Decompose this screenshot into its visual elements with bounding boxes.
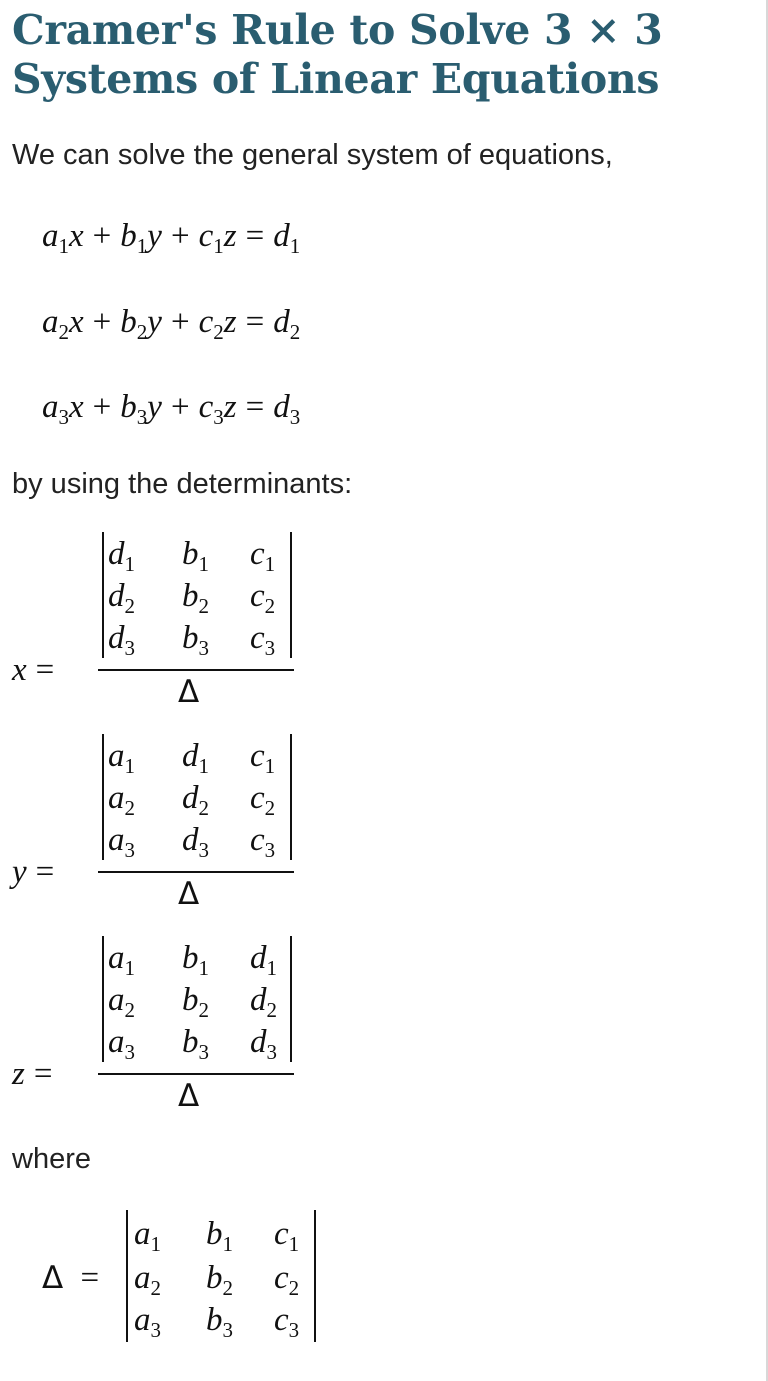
numerator-entry-subscript: 1 <box>198 956 209 980</box>
numerator-entry-letter: d <box>108 620 125 656</box>
numerator-entry <box>182 982 209 1022</box>
fraction-lhs <box>12 650 63 690</box>
numerator-cell <box>182 1022 209 1062</box>
coef-c <box>198 389 224 429</box>
numerator-entry-subscript: 2 <box>266 998 277 1022</box>
coef-c <box>198 218 224 258</box>
const-d <box>273 218 301 258</box>
numerator-entry <box>108 536 135 576</box>
coef-b-letter: b <box>120 218 137 254</box>
numerator-entry-letter: d <box>182 822 199 858</box>
numerator-cell <box>108 576 135 616</box>
numerator-cell <box>250 938 277 978</box>
delta-matrix-entry-letter: c <box>274 1260 289 1296</box>
numerator-determinant <box>102 936 292 1062</box>
numerator-entry-letter: d <box>182 780 199 816</box>
numerator-determinant <box>102 734 292 860</box>
numerator-cell <box>182 576 209 616</box>
numerator-entry <box>108 738 135 778</box>
numerator-cell <box>250 534 275 574</box>
numerator-entry <box>250 738 276 778</box>
delta-matrix-entry <box>274 1260 300 1300</box>
numerator-cell <box>250 778 275 818</box>
coef-c-subscript: 3 <box>213 405 224 429</box>
delta-matrix-cell <box>274 1258 299 1298</box>
numerator-entry <box>250 578 276 618</box>
numerator-entry-letter: b <box>182 578 199 614</box>
coef-c-subscript: 2 <box>213 320 224 344</box>
numerator-entry-letter: c <box>250 578 265 614</box>
numerator-entry-subscript: 2 <box>124 594 135 618</box>
numerator-entry <box>250 536 276 576</box>
plus-sign: + <box>92 304 112 340</box>
equation-row-1 <box>42 216 300 256</box>
delta-matrix-cell <box>206 1258 233 1298</box>
const-d-subscript: 1 <box>289 234 301 258</box>
numerator-entry <box>108 940 135 980</box>
numerator-entry-subscript: 3 <box>124 1040 135 1064</box>
delta-matrix-entry-letter: a <box>134 1302 151 1338</box>
numerator-entry-letter: a <box>108 822 125 858</box>
equals-sign: = <box>245 389 265 425</box>
page-title-line-2: Systems of Linear Equations <box>12 55 660 103</box>
delta-matrix-entry-subscript: 2 <box>222 1276 233 1300</box>
const-d <box>273 304 301 344</box>
delta-matrix-entry <box>134 1260 161 1300</box>
determinants-paragraph: by using the determinants: <box>12 468 353 500</box>
coef-a-subscript: 3 <box>58 405 69 429</box>
equation-row-2 <box>42 302 300 342</box>
numerator-entry-letter: c <box>250 536 265 572</box>
coef-b <box>120 218 148 258</box>
numerator-entry-letter: d <box>182 738 199 774</box>
numerator-entry <box>182 1024 209 1064</box>
numerator-entry-letter: c <box>250 822 265 858</box>
numerator-entry-subscript: 1 <box>198 754 209 778</box>
coef-c-subscript: 1 <box>213 234 224 258</box>
equals-sign: = <box>35 854 55 890</box>
coef-b <box>120 389 148 429</box>
numerator-entry-subscript: 1 <box>266 956 277 980</box>
coef-c <box>198 304 224 344</box>
numerator-cell <box>108 736 135 776</box>
coef-a-letter: a <box>42 389 59 425</box>
const-d-letter: d <box>273 389 290 425</box>
numerator-entry-letter: a <box>108 780 125 816</box>
numerator-cell <box>108 534 135 574</box>
delta-matrix-cell <box>134 1258 161 1298</box>
numerator-cell <box>250 576 275 616</box>
numerator-entry-subscript: 3 <box>266 1040 277 1064</box>
numerator-entry-letter: a <box>108 738 125 774</box>
numerator-entry-letter: b <box>182 620 199 656</box>
var-x: x <box>69 389 84 425</box>
numerator-cell <box>108 1022 135 1062</box>
plus-sign: + <box>170 389 190 425</box>
fraction-bar <box>98 871 294 873</box>
delta-matrix-cell <box>274 1300 299 1340</box>
delta-matrix-entry <box>206 1216 233 1256</box>
const-d <box>273 389 301 429</box>
delta-matrix-cell <box>274 1214 299 1254</box>
equals-sign: = <box>80 1260 100 1296</box>
delta-matrix-entry <box>206 1302 233 1342</box>
var-z: z <box>223 218 237 254</box>
cramer-fraction-y <box>12 734 332 914</box>
delta-matrix-entry <box>274 1216 300 1256</box>
numerator-cell <box>182 820 209 860</box>
coef-a <box>42 304 69 344</box>
plus-sign: + <box>170 304 190 340</box>
numerator-entry <box>182 780 209 820</box>
numerator-entry <box>250 940 277 980</box>
delta-matrix-entry-subscript: 1 <box>222 1232 233 1256</box>
page-title <box>12 6 752 104</box>
delta-matrix-entry-letter: b <box>206 1216 223 1252</box>
coef-b-subscript: 3 <box>136 405 148 429</box>
delta-matrix-cell <box>134 1214 161 1254</box>
plus-sign: + <box>92 389 112 425</box>
numerator-entry-subscript: 2 <box>124 998 135 1022</box>
fraction-bar <box>98 669 294 671</box>
numerator-entry-subscript: 3 <box>124 838 135 862</box>
numerator-entry-subscript: 1 <box>264 552 276 576</box>
delta-matrix-entry-letter: b <box>206 1302 223 1338</box>
var-z: z <box>223 304 237 340</box>
var-y: y <box>147 304 162 340</box>
delta-matrix-cell <box>206 1300 233 1340</box>
delta-matrix-entry-letter: a <box>134 1216 151 1252</box>
numerator-entry-letter: d <box>250 1024 267 1060</box>
numerator-cell <box>182 736 209 776</box>
numerator-entry <box>182 620 209 660</box>
numerator-entry <box>250 982 277 1022</box>
numerator-entry-letter: c <box>250 780 265 816</box>
denominator-delta: Δ <box>178 674 200 710</box>
delta-matrix-entry-subscript: 2 <box>288 1276 300 1300</box>
numerator-entry <box>108 578 135 618</box>
numerator-entry <box>108 780 135 820</box>
coef-a <box>42 218 69 258</box>
coef-c-letter: c <box>198 389 214 425</box>
delta-matrix-entry-letter: b <box>206 1260 223 1296</box>
delta-matrix-entry-letter: a <box>134 1260 151 1296</box>
delta-definition <box>42 1208 342 1344</box>
var-x: x <box>69 218 84 254</box>
delta-matrix-entry <box>206 1260 233 1300</box>
numerator-cell <box>182 534 209 574</box>
coef-a-subscript: 2 <box>58 320 69 344</box>
numerator-cell <box>250 1022 277 1062</box>
numerator-cell <box>108 938 135 978</box>
numerator-entry-subscript: 1 <box>124 956 135 980</box>
numerator-entry-letter: b <box>182 940 199 976</box>
delta-matrix-entry-letter: c <box>274 1302 289 1338</box>
coef-b-subscript: 1 <box>136 234 148 258</box>
numerator-entry <box>108 620 135 660</box>
delta-matrix-entry-subscript: 1 <box>150 1232 161 1256</box>
equals-sign: = <box>245 304 265 340</box>
numerator-cell <box>108 980 135 1020</box>
numerator-entry-subscript: 3 <box>198 1040 209 1064</box>
numerator-cell <box>182 938 209 978</box>
numerator-entry <box>108 822 135 862</box>
numerator-cell <box>250 618 275 658</box>
fraction-bar <box>98 1073 294 1075</box>
delta-matrix-entry <box>134 1216 161 1256</box>
var-z: z <box>12 1056 25 1092</box>
intro-paragraph: We can solve the general system of equations, <box>12 139 613 171</box>
coef-b <box>120 304 148 344</box>
numerator-entry-letter: a <box>108 1024 125 1060</box>
numerator-cell <box>182 618 209 658</box>
numerator-cell <box>250 980 277 1020</box>
equals-sign: = <box>245 218 265 254</box>
numerator-cell <box>250 736 275 776</box>
const-d-subscript: 3 <box>289 405 301 429</box>
equals-sign: = <box>33 1056 53 1092</box>
delta-matrix-entry <box>134 1302 161 1342</box>
numerator-cell <box>250 820 275 860</box>
numerator-entry-subscript: 1 <box>124 754 135 778</box>
numerator-entry-letter: c <box>250 620 265 656</box>
numerator-entry-letter: b <box>182 536 199 572</box>
var-y: y <box>147 389 162 425</box>
numerator-entry <box>182 940 209 980</box>
numerator-entry-letter: d <box>250 982 267 1018</box>
numerator-entry <box>182 822 209 862</box>
const-d-letter: d <box>273 218 290 254</box>
plus-sign: + <box>170 218 190 254</box>
var-y: y <box>147 218 162 254</box>
fraction-lhs <box>12 1054 61 1094</box>
delta-matrix-entry-subscript: 1 <box>288 1232 300 1256</box>
delta-matrix-entry <box>274 1302 300 1342</box>
numerator-entry-subscript: 3 <box>198 636 209 660</box>
numerator-entry-subscript: 2 <box>264 796 276 820</box>
equals-sign: = <box>35 652 55 688</box>
numerator-entry-letter: d <box>250 940 267 976</box>
coef-a-letter: a <box>42 218 59 254</box>
const-d-subscript: 2 <box>289 320 301 344</box>
fraction-lhs <box>12 852 63 892</box>
numerator-entry-letter: a <box>108 982 125 1018</box>
numerator-entry-subscript: 3 <box>264 838 276 862</box>
coef-a-subscript: 1 <box>58 234 69 258</box>
equation-row-3 <box>42 387 300 427</box>
denominator-delta: Δ <box>178 876 200 912</box>
coef-c-letter: c <box>198 218 214 254</box>
numerator-entry-subscript: 2 <box>124 796 135 820</box>
numerator-entry <box>182 578 209 618</box>
coef-b-letter: b <box>120 304 137 340</box>
delta-symbol: Δ <box>42 1260 64 1296</box>
numerator-cell <box>182 778 209 818</box>
coefficient-determinant <box>126 1210 316 1342</box>
coef-b-subscript: 2 <box>136 320 148 344</box>
denominator-delta: Δ <box>178 1078 200 1114</box>
numerator-entry-subscript: 2 <box>198 594 209 618</box>
numerator-entry <box>250 822 276 862</box>
numerator-entry-letter: b <box>182 1024 199 1060</box>
numerator-cell <box>108 820 135 860</box>
numerator-entry-subscript: 2 <box>198 796 209 820</box>
numerator-entry-letter: b <box>182 982 199 1018</box>
numerator-entry-letter: a <box>108 940 125 976</box>
delta-matrix-cell <box>206 1214 233 1254</box>
numerator-entry-subscript: 3 <box>264 636 276 660</box>
numerator-entry-subscript: 2 <box>198 998 209 1022</box>
delta-matrix-entry-subscript: 3 <box>222 1318 233 1342</box>
numerator-cell <box>108 778 135 818</box>
numerator-cell <box>108 618 135 658</box>
numerator-entry <box>108 982 135 1022</box>
var-x: x <box>12 652 27 688</box>
delta-matrix-cell <box>134 1300 161 1340</box>
numerator-entry <box>182 536 209 576</box>
numerator-entry <box>250 620 276 660</box>
numerator-entry-subscript: 3 <box>198 838 209 862</box>
numerator-entry <box>182 738 209 778</box>
delta-matrix-entry-subscript: 2 <box>150 1276 161 1300</box>
delta-matrix-entry-subscript: 3 <box>288 1318 300 1342</box>
cramer-fraction-x <box>12 532 332 712</box>
numerator-entry-letter: d <box>108 536 125 572</box>
numerator-entry-subscript: 1 <box>264 754 276 778</box>
delta-matrix-entry-letter: c <box>274 1216 289 1252</box>
delta-definition-lhs <box>42 1258 108 1298</box>
numerator-determinant <box>102 532 292 658</box>
numerator-entry-subscript: 2 <box>264 594 276 618</box>
numerator-entry-subscript: 1 <box>124 552 135 576</box>
plus-sign: + <box>92 218 112 254</box>
numerator-entry <box>250 780 276 820</box>
numerator-entry-letter: d <box>108 578 125 614</box>
const-d-letter: d <box>273 304 290 340</box>
coef-a-letter: a <box>42 304 59 340</box>
where-paragraph: where <box>12 1143 91 1175</box>
page-title-line-1: Cramer's Rule to Solve 3 × 3 <box>12 6 663 54</box>
var-x: x <box>69 304 84 340</box>
numerator-cell <box>182 980 209 1020</box>
numerator-entry <box>108 1024 135 1064</box>
numerator-entry-letter: c <box>250 738 265 774</box>
coef-a <box>42 389 69 429</box>
coef-c-letter: c <box>198 304 214 340</box>
numerator-entry <box>250 1024 277 1064</box>
var-y: y <box>12 854 27 890</box>
var-z: z <box>223 389 237 425</box>
delta-matrix-entry-subscript: 3 <box>150 1318 161 1342</box>
numerator-entry-subscript: 1 <box>198 552 209 576</box>
coef-b-letter: b <box>120 389 137 425</box>
numerator-entry-subscript: 3 <box>124 636 135 660</box>
cramer-fraction-z <box>12 936 332 1116</box>
